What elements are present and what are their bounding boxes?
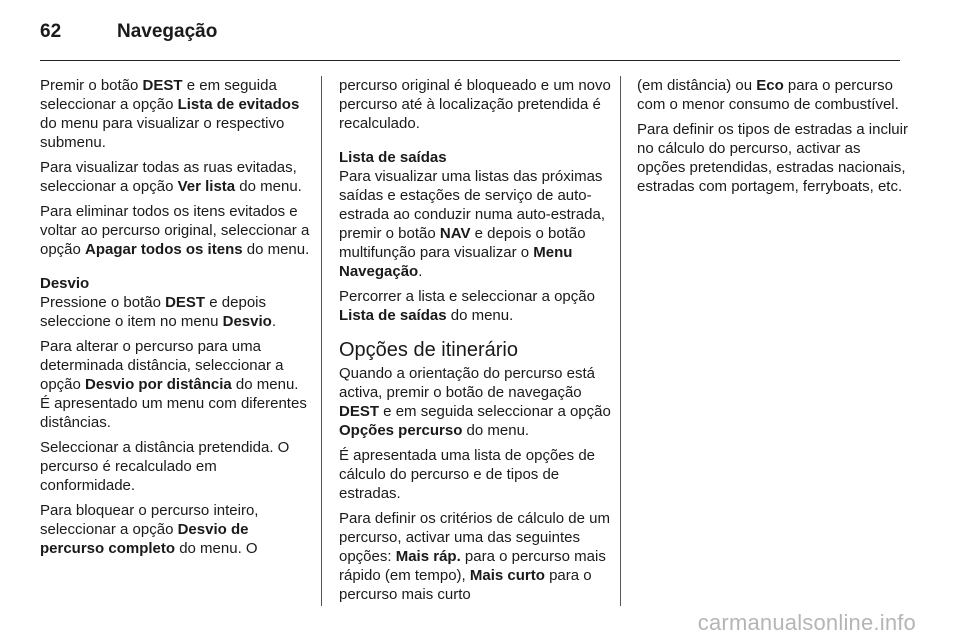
menu-option: Apagar todos os itens (85, 241, 243, 258)
menu-option: Eco (756, 77, 784, 94)
paragraph: Seleccionar a distância pretendida. O percurso é recalculado em conformidade. (40, 439, 290, 494)
paragraph: Pressione o botão DEST e depois seleccione o item no menu Desvio. (40, 294, 276, 330)
watermark-text: carmanualsonline.info (697, 610, 916, 635)
section-heading: Opções de itinerário (339, 339, 518, 361)
button-name: NAV (439, 225, 471, 242)
column-1 (40, 76, 312, 564)
subheading-lista-saidas: Lista de saídas (339, 149, 447, 166)
menu-option: Ver lista (177, 178, 236, 195)
column-3 (637, 76, 909, 202)
button-name: DEST (339, 403, 380, 420)
paragraph: (em distância) ou Eco para o percurso com o menor consumo de combustível. (637, 77, 899, 113)
button-name: DEST (165, 294, 206, 311)
paragraph: Para definir os tipos de estradas a incluir no cálculo do percurso, activar as opções pretendidas, estradas nacionais, estradas com portagem, ferryboats, etc. (637, 121, 908, 195)
menu-option: Mais ráp. (395, 548, 461, 565)
menu-option: Lista de evitados (177, 96, 300, 113)
menu-option: Desvio por distância (85, 376, 232, 393)
paragraph: Para bloquear o percurso inteiro, seleccionar a opção Desvio de percurso completo do menu. O (40, 502, 259, 557)
paragraph: Percorrer a lista e seleccionar a opção Lista de saídas do menu. (339, 288, 595, 324)
paragraph: Para alterar o percurso para uma determinada distância, seleccionar a opção Desvio por distância do menu. É apresentado um menu com diferentes distâncias. (40, 338, 307, 431)
menu-option: Mais curto (469, 567, 545, 584)
button-name: DEST (142, 77, 183, 94)
paragraph: Para visualizar todas as ruas evitadas, seleccionar a opção Ver lista do menu. (40, 159, 302, 195)
menu-option: Opções percurso (339, 422, 463, 439)
paragraph: Para visualizar uma listas das próximas saídas e estações de serviço de auto-estrada ao conduzir numa auto-estrada, premir o botão NAV e depois o botão multifunção para visualizar o Menu Navegação. (339, 168, 605, 280)
page-number: 62 (40, 21, 62, 42)
menu-option: Lista de saídas (339, 307, 447, 324)
page-header (40, 18, 900, 61)
paragraph: percurso original é bloqueado e um novo percurso até à localização pretendida é recalculado. (339, 77, 611, 132)
page-title: Navegação (117, 21, 218, 42)
paragraph: Premir o botão DEST e em seguida seleccionar a opção Lista de evitados do menu para visualizar o respectivo submenu. (40, 77, 300, 151)
subheading-desvio: Desvio (40, 275, 90, 292)
column-divider (620, 76, 621, 606)
menu-option: Menu Navegação (339, 244, 573, 280)
menu-option: Desvio (222, 313, 272, 330)
paragraph: Quando a orientação do percurso está activa, premir o botão de navegação DEST e em seguida seleccionar a opção Opções percurso do menu. (339, 365, 611, 439)
menu-option: Desvio de percurso completo (40, 521, 249, 557)
paragraph: Para eliminar todos os itens evitados e voltar ao percurso original, seleccionar a opção Apagar todos os itens do menu. (40, 203, 310, 258)
column-divider (321, 76, 322, 606)
column-2 (339, 76, 611, 610)
paragraph: É apresentada uma lista de opções de cálculo do percurso e de tipos de estradas. (339, 447, 596, 502)
paragraph: Para definir os critérios de cálculo de um percurso, activar uma das seguintes opções: Mais ráp. para o percurso mais rápido (em tempo), Mais curto para o percurso mais curto (339, 510, 610, 603)
